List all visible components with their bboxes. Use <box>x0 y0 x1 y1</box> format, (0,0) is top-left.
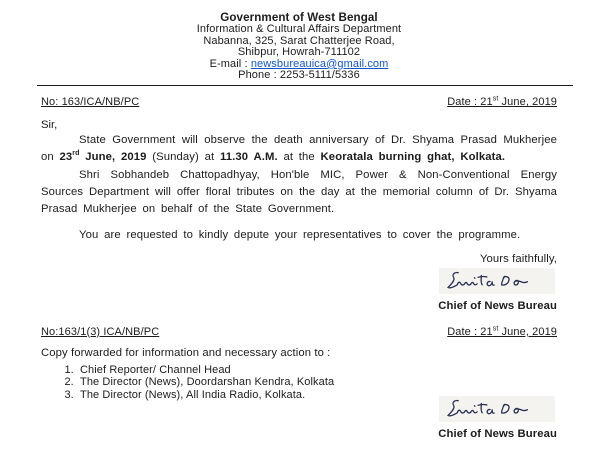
handwritten-signature-icon <box>443 397 551 421</box>
address-line-1: Nabanna, 325, Sarat Chatterjee Road, <box>203 34 395 47</box>
signoff-block-2 <box>438 393 557 440</box>
bold-date: 23rd June, 2019 <box>59 150 147 164</box>
bold-venue: Keoratala burning ghat, Kolkata. <box>320 151 506 164</box>
paragraph-1: State Government will observe the death anniversary of Dr. Shyama Prasad Mukherjee on 23rd June, 2019 (Sunday) at 11.30 A.M. at the Keoratala burning ghat, Kolkata. <box>41 133 557 164</box>
reference-row-2 <box>41 326 557 338</box>
salutation: Sir, <box>41 118 58 131</box>
bold-time: 11.30 A.M. <box>219 151 278 164</box>
valediction: Yours faithfully, <box>479 252 557 265</box>
signature-image <box>439 268 555 294</box>
department-name: Information & Cultural Affairs Department <box>196 23 402 35</box>
reference-number-1: No: 163/ICA/NB/PC <box>41 95 140 108</box>
paragraph-3: You are requested to kindly depute your representatives to cover the programme. <box>79 229 521 242</box>
cc-list-item: 2. The Director (News), Doordarshan Kendra, Kolkata <box>77 376 557 389</box>
email-label: E-mail : <box>209 57 251 70</box>
handwritten-signature-icon <box>443 269 551 293</box>
date-2: Date : 21st June, 2019 <box>447 325 557 338</box>
signatory-title-1: Chief of News Bureau <box>438 299 557 312</box>
address-line-2: Shibpur, Howrah-711102 <box>237 46 361 59</box>
cc-list-item: 3. The Director (News), All India Radio, Kolkata. <box>77 389 557 402</box>
email-link[interactable]: newsbureauica@gmail.com <box>250 57 389 70</box>
cc-list-item: 1. Chief Reporter/ Channel Head <box>77 364 557 377</box>
phone-line: Phone : 2253-5111/5336 <box>238 69 360 82</box>
letterhead <box>41 11 557 82</box>
signoff-block <box>41 253 557 312</box>
org-name: Government of West Bengal <box>220 11 378 24</box>
reference-number-2: No:163/1(3) ICA/NB/PC <box>41 325 160 338</box>
signatory-title-2: Chief of News Bureau <box>438 428 557 440</box>
date-1: Date : 21st June, 2019 <box>447 95 557 108</box>
reference-row-1 <box>41 96 557 108</box>
letterhead-divider <box>37 85 573 86</box>
signature-image <box>439 396 555 422</box>
cc-intro: Copy forwarded for information and necessary action to : <box>41 346 331 359</box>
paragraph-2: Shri Sobhandeb Chattopadhyay, Hon'ble MIC, Power & Non-Conventional Energy Sources Department will offer floral tributes on the day at the memorial column of Dr. Shyama Prasad Mukherjee on behalf of the State Government. <box>41 168 557 216</box>
